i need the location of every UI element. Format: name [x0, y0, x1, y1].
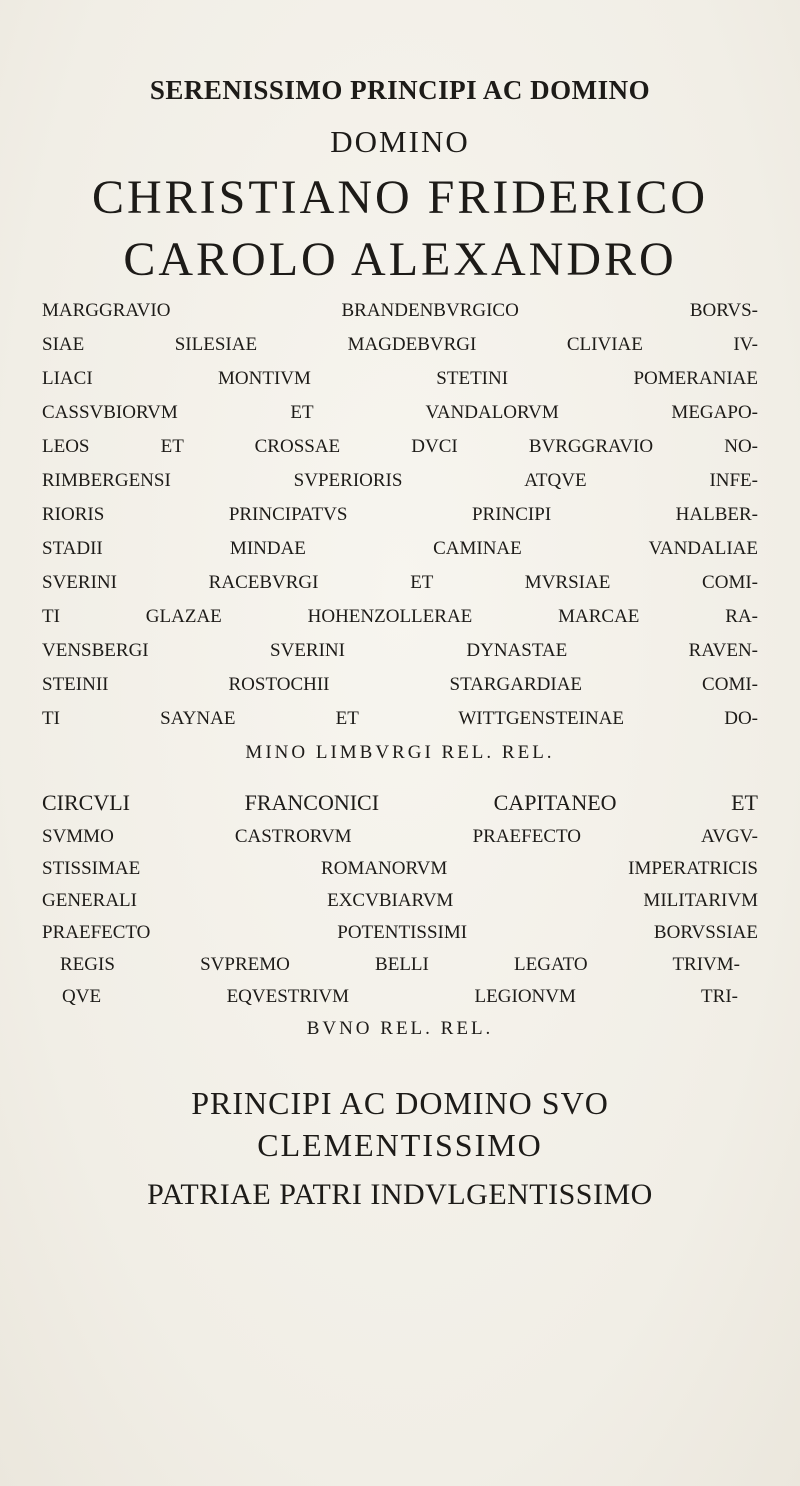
offices-line: CIRCVLI FRANCONICI CAPITANEO ET: [42, 790, 758, 815]
titles-last-line: MINO LIMBVRGI REL. REL.: [245, 742, 555, 763]
offices-line: REGIS SVPREMO BELLI LEGATO TRIVM-: [60, 954, 740, 975]
titles-line: STADII MINDAE CAMINAE VANDALIAE: [42, 538, 758, 559]
dedicatee-name-line-2: CAROLO ALEXANDRO: [123, 233, 677, 286]
titles-line: CASSVBIORVM ET VANDALORVM MEGAPO-: [42, 402, 758, 423]
titles-line: TI SAYNAE ET WITTGENSTEINAE DO-: [42, 708, 758, 729]
titles-line: SIAE SILESIAE MAGDEBVRGI CLIVIAE IV-: [42, 334, 758, 355]
dedicatee-name-line-1: CHRISTIANO FRIDERICO: [91, 171, 709, 224]
titles-line: RIORIS PRINCIPATVS PRINCIPI HALBER-: [42, 504, 758, 525]
offices-line: STISSIMAE ROMANORVM IMPERATRICIS: [42, 858, 758, 879]
titles-line: STEINII ROSTOCHII STARGARDIAE COMI-: [42, 674, 758, 695]
offices-line: GENERALI EXCVBIARVM MILITARIVM: [42, 890, 758, 911]
offices-line: SVMMO CASTRORVM PRAEFECTO AVGV-: [42, 826, 758, 847]
dedication-heading-domino: DOMINO: [330, 124, 470, 159]
dedication-heading-line: SERENISSIMO PRINCIPI AC DOMINO: [149, 75, 651, 105]
titles-line: LIACI MONTIVM STETINI POMERANIAE: [42, 368, 758, 389]
titles-line: VENSBERGI SVERINI DYNASTAE RAVEN-: [42, 640, 758, 661]
titles-line: MARGGRAVIO BRANDENBVRGICO BORVS-: [42, 300, 758, 321]
titles-line: RIMBERGENSI SVPERIORIS ATQVE INFE-: [42, 470, 758, 491]
offices-line: PRAEFECTO POTENTISSIMI BORVSSIAE: [42, 922, 758, 943]
offices-line: QVE EQVESTRIVM LEGIONVM TRI-: [62, 986, 738, 1007]
closing-line-3: PATRIAE PATRI INDVLGENTISSIMO: [147, 1178, 653, 1211]
titles-line: SVERINI RACEBVRGI ET MVRSIAE COMI-: [42, 572, 758, 593]
closing-line-2: CLEMENTISSIMO: [257, 1127, 543, 1163]
titles-line: TI GLAZAE HOHENZOLLERAE MARCAE RA-: [42, 606, 758, 627]
closing-line-1: PRINCIPI AC DOMINO SVO: [191, 1085, 609, 1121]
titles-line: LEOS ET CROSSAE DVCI BVRGGRAVIO NO-: [42, 436, 758, 457]
offices-last-line: BVNO REL. REL.: [306, 1018, 494, 1039]
